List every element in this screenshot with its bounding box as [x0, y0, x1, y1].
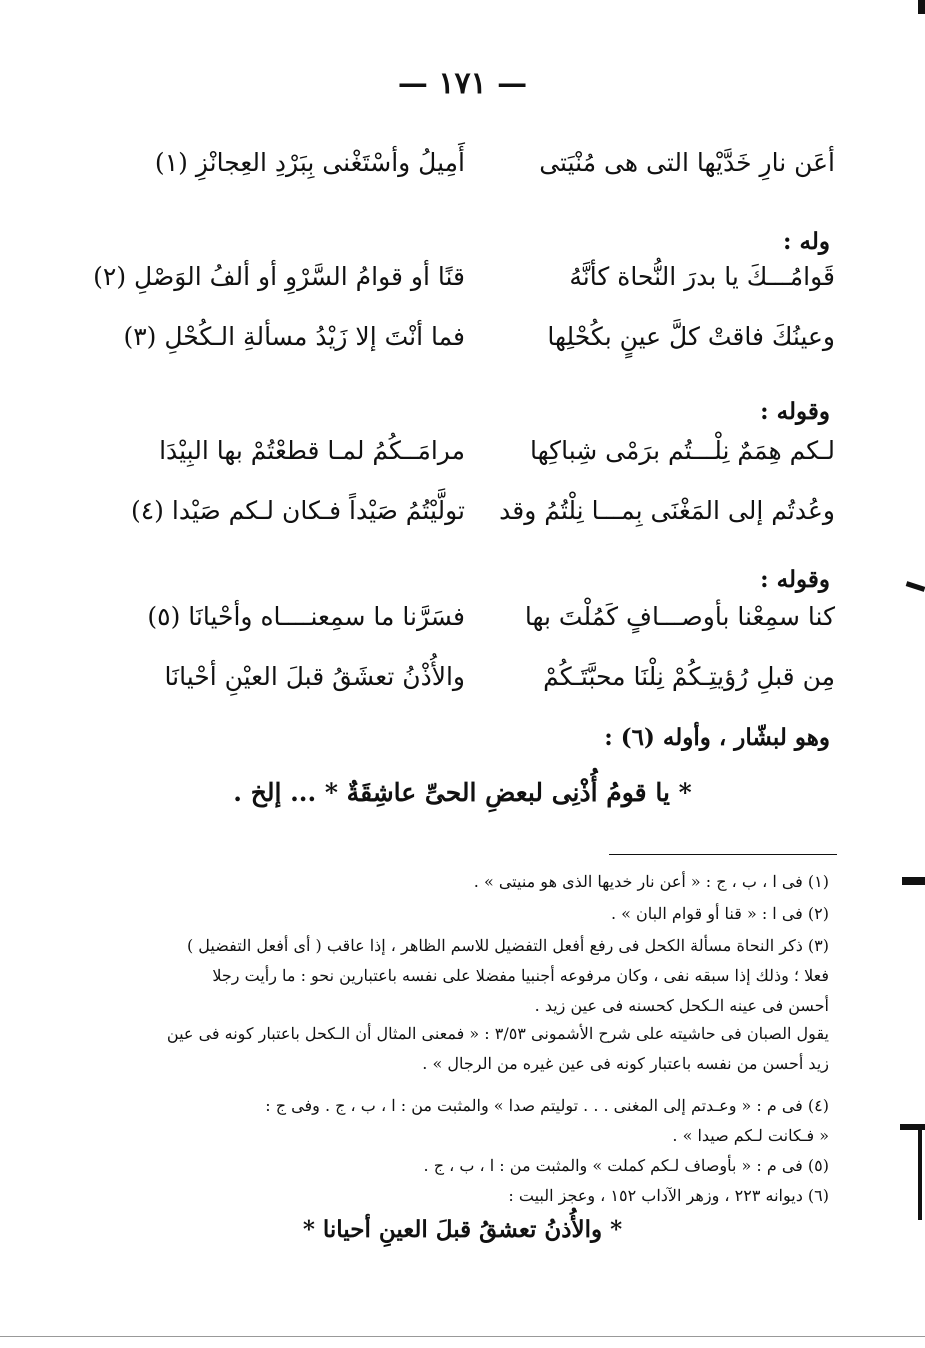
footnote-line: (٢) فى ا : « قنا أو قوام البان » .	[611, 904, 829, 923]
footnote-line: (٦) ديوانه ٢٢٣ ، وزهر الآداب ١٥٢ ، وعجز البيت :	[508, 1186, 829, 1205]
verse-first-hemistich: أعَن نارِ خَدَّيْها التى هى مُنْيَتى	[539, 148, 835, 177]
verse-second-hemistich: تولَّيْتُمُ صَيْداً فـكان لـكم صَيْدا (٤)	[130, 496, 465, 525]
verse-second-hemistich: مرامَــكُمُ لمـا قطعْتُمْ بها البِيْدَا	[159, 436, 465, 465]
footnote-quoted-verse: * والأُذنُ تعشقُ قبلَ العينِ أحيانا *	[302, 1216, 623, 1243]
footnote-line: (٤) فى م : « وعـدتم إلى المغنى . . . توليتم صدا » والمثبت من : ا ، ب ، ج . وفى ج :	[265, 1096, 829, 1115]
verse-second-hemistich: والأُذْنُ تعشَقُ قبلَ العيْنِ أحْيانَا	[164, 662, 465, 691]
section-label: وقوله :	[760, 566, 830, 593]
page-number: — ١٧١ —	[397, 66, 528, 101]
scan-edge-mark	[918, 1124, 922, 1220]
poem-verse	[145, 436, 835, 482]
poem-verse	[145, 662, 835, 708]
footnote-line: زيد أحسن من نفسه باعتبار كونه فى عين غيره من الرجال » .	[422, 1054, 829, 1073]
section-label: وهو لبشّار ، وأوله (٦) :	[604, 724, 830, 751]
poem-verse	[93, 262, 835, 308]
verse-first-hemistich: لـكم هِمَمٌ نِلْـــتُم برَمْى شِباكِها	[530, 436, 835, 465]
verse-first-hemistich: وعينُكَ فاقتْ كلَّ عينٍ بكُحْلِها	[547, 322, 835, 351]
footnote-line: (١) فى ا ، ب ، ج : « أعن نار خديها الذى هو منيتى » .	[473, 872, 829, 891]
scan-edge-mark	[918, 0, 925, 14]
quoted-hemistich: * يا قومُ أُذْنِى لبعضِ الحىِّ عاشِقَةٌ * ... إلخ .	[233, 778, 692, 807]
verse-first-hemistich: وعُدتُم إلى المَغْنَى بِمـــا نِلْتُمُ وقد	[499, 496, 835, 525]
footnote-line: أحسن فى عينه الـكحل كحسنه فى عين زيد .	[534, 996, 829, 1015]
verse-second-hemistich: فسَرَّنا ما سمِعنــــاه وأحْيانَا (٥)	[147, 602, 465, 631]
poem-verse	[145, 148, 835, 194]
section-label: وله :	[783, 228, 830, 255]
scan-bottom-edge	[0, 1336, 925, 1337]
poem-verse	[145, 602, 835, 648]
footnote-line: (٥) فى م : « بأوصاف لـكم كملت » والمثبت من : ا ، ب ، ج .	[423, 1156, 829, 1175]
section-label: وقوله :	[760, 398, 830, 425]
poem-verse	[123, 322, 835, 368]
footnote-line: « فـكانت لـكم صيدا » .	[672, 1126, 829, 1145]
verse-first-hemistich: كنا سمِعْنا بأوصـــافٍ كَمُلْتَ بها	[524, 602, 835, 631]
poem-verse	[130, 496, 835, 542]
verse-first-hemistich: مِن قبلِ رُؤيتِـكُمْ نِلْنَا محبَّتَـكُمْ	[543, 662, 835, 691]
verse-second-hemistich: قنًا أو قوامُ السَّرْوِ أو ألفُ الوَصْلِ (٢)	[93, 262, 465, 291]
verse-second-hemistich: أَمِيلُ وأسْتَغْنى بِبَرْدِ العِجانْزِ (١)	[154, 148, 465, 177]
verse-first-hemistich: قَوامُـــكَ يا بدرَ النُّحاة كأنَّهُ	[569, 262, 835, 291]
footnote-line: يقول الصبان فى حاشيته على شرح الأشمونى ٣/٥٣ : « فمعنى المثال أن الـكحل باعتبار كونه فى عين	[166, 1024, 829, 1043]
scan-edge-mark	[902, 877, 925, 885]
footnote-line: (٣) ذكر النحاة مسألة الكحل فى رفع أفعل التفضيل للاسم الظاهر ، إذا عاقب ( أى أفعل التفضيل )	[186, 936, 829, 955]
footnote-line: فعلا ؛ وذلك إذا سبقه نفى ، وكان مرفوعه أجنبيا مفضلا على نفسه باعتبارين نحو : ما رأيت رجلا	[212, 966, 829, 985]
verse-second-hemistich: فما أنْتَ إلا زَيْدُ مسألةِ الـكُحْلِ (٣)	[123, 322, 465, 351]
scan-edge-mark	[906, 581, 925, 592]
footnote-divider	[609, 854, 837, 855]
